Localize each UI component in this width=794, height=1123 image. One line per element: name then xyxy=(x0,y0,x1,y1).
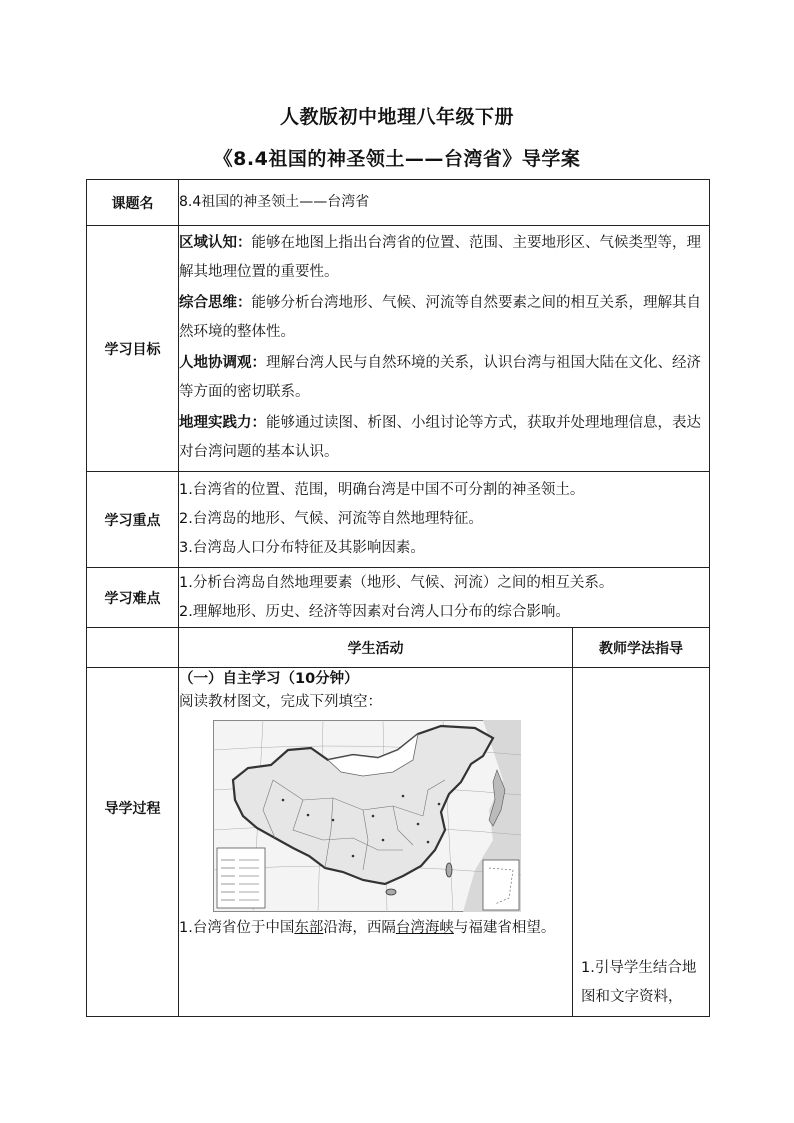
objective-key: 综合思维： xyxy=(179,294,252,311)
q1-answer-east: 东部 xyxy=(294,920,324,936)
student-activity-header: 学生活动 xyxy=(179,628,573,668)
document-title-line1: 人教版初中地理八年级下册 xyxy=(279,106,514,128)
q1-prefix: 1.台湾省位于中国 xyxy=(179,920,295,936)
lesson-plan-table xyxy=(86,179,710,1017)
objective-text: 理解台湾人民与自然环境的关系，认识台湾与祖国大陆在文化、经济等方面的密切联系。 xyxy=(179,354,701,400)
objective-text: 能够通过读图、析图、小组讨论等方式，获取并处理地理信息，表达对台湾问题的基本认识。 xyxy=(179,414,701,460)
difficulties-row xyxy=(87,568,710,628)
objective-key: 地理实践力： xyxy=(179,414,266,431)
key-points-content xyxy=(179,472,710,568)
activity-header-row xyxy=(87,628,710,668)
objective-item xyxy=(179,349,709,407)
objective-text: 能够在地图上指出台湾省的位置、范围、主要地形区、气候类型等，理解其地理位置的重要性。 xyxy=(179,234,701,280)
objective-item xyxy=(179,289,709,347)
topic-value: 8.4祖国的神圣领土——台湾省 xyxy=(179,180,710,226)
key-point-item: 2.台湾岛的地形、气候、河流等自然地理特征。 xyxy=(179,511,483,527)
key-point-item: 1.台湾省的位置、范围，明确台湾是中国不可分割的神圣领土。 xyxy=(179,482,585,498)
difficulty-item: 2.理解地形、历史、经济等因素对台湾人口分布的综合影响。 xyxy=(179,603,570,620)
instruction-text: 阅读教材图文，完成下列填空： xyxy=(179,694,382,710)
topic-label: 课题名 xyxy=(87,180,179,226)
q1-answer-strait: 台湾海峡 xyxy=(395,920,454,936)
objective-item xyxy=(179,229,709,287)
objective-text: 能够分析台湾地形、气候、河流等自然要素之间的相互关系，理解其自然环境的整体性。 xyxy=(179,294,701,340)
question-1 xyxy=(179,916,572,940)
student-activity-cell xyxy=(179,668,573,1017)
teacher-note: 1.引导学生结合地图和文字资料， xyxy=(581,960,697,1005)
teacher-guidance-header: 教师学法指导 xyxy=(573,628,710,668)
difficulties-content xyxy=(179,568,710,628)
objectives-content xyxy=(179,226,710,472)
china-map-figure xyxy=(213,720,521,912)
objective-item xyxy=(179,409,709,467)
q1-suffix: 与福建省相望。 xyxy=(453,920,556,936)
q1-middle: 沿海，西隔 xyxy=(323,920,396,936)
objective-key: 区域认知： xyxy=(179,234,252,251)
objectives-row xyxy=(87,226,710,472)
topic-row xyxy=(87,180,710,226)
document-title-line2: 《8.4祖国的神圣领土——台湾省》导学案 xyxy=(213,148,581,170)
process-row xyxy=(87,668,710,1017)
difficulties-label: 学习难点 xyxy=(87,568,179,628)
section-title: （一）自主学习（10分钟） xyxy=(179,671,359,687)
key-point-item: 3.台湾岛人口分布特征及其影响因素。 xyxy=(179,540,425,556)
objectives-label: 学习目标 xyxy=(87,226,179,472)
empty-header-cell xyxy=(87,628,179,668)
key-points-row xyxy=(87,472,710,568)
teacher-guidance-cell xyxy=(573,668,710,1017)
process-label: 导学过程 xyxy=(87,668,179,1017)
objective-key: 人地协调观： xyxy=(179,354,266,371)
difficulty-item: 1.分析台湾岛自然地理要素（地形、气候、河流）之间的相互关系。 xyxy=(179,574,614,591)
key-points-label: 学习重点 xyxy=(87,472,179,568)
